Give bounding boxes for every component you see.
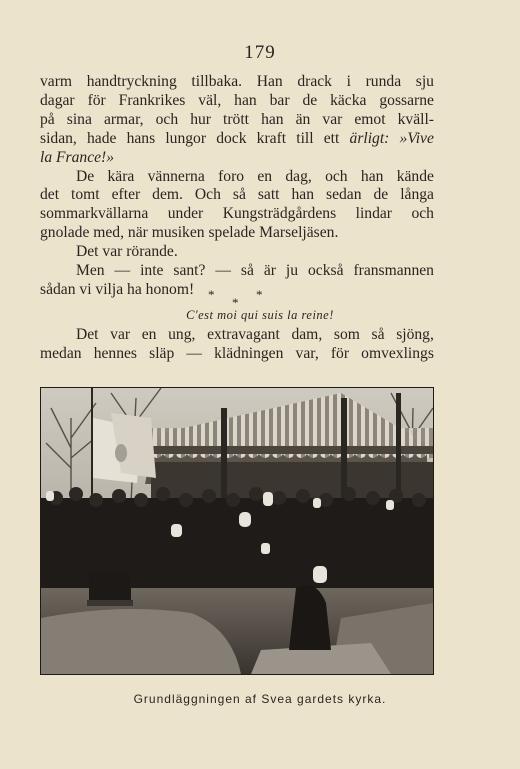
word: för [87,91,106,109]
word: ett [323,129,340,147]
word: släp [149,344,175,362]
word: en [257,167,273,185]
word: medan [40,344,82,362]
page-number: 179 [244,42,276,63]
word: sjöng, [396,326,434,343]
text-line [40,326,434,345]
word: det [40,186,60,204]
word: hade [86,129,117,147]
word: är [263,262,276,280]
word: sina [66,110,92,128]
word: Det [76,326,99,343]
body-text [40,73,434,300]
text-line [40,111,434,130]
word: dock [216,129,247,147]
word: Frankrikes [118,91,186,109]
word: långa [400,186,434,204]
word: så [240,262,254,280]
word: ung, [168,326,196,343]
word: så [371,326,385,343]
word: vännerna [147,167,205,185]
word: hans [126,129,156,147]
word: kraft [256,129,287,147]
word: »Vive [399,129,434,147]
word: extravagant [207,326,280,343]
body-text-continued [40,326,434,364]
word: han [234,91,257,109]
word: lindar [355,205,392,223]
word: kväll- [397,110,434,128]
text-line [40,73,434,92]
word: De [76,167,95,185]
word: trött [223,110,250,128]
word: som [333,326,360,343]
word: lungor [165,129,207,147]
word: — [186,344,202,362]
text-line [40,262,434,281]
word: varm [40,73,73,90]
word: dag, [285,167,312,185]
word: kände [396,167,434,185]
word: — [215,262,231,280]
asterisk: * [208,287,215,302]
text-line [40,130,434,149]
word: fransmannen [353,262,434,280]
word: — [114,262,131,280]
word: Kungsträdgårdens [222,205,337,223]
word: armar, [103,110,144,128]
word: sant? [173,262,206,280]
word: ju [285,262,299,280]
section-break [0,287,520,310]
word: efter [111,186,141,204]
word: foro [218,167,245,185]
word: sidan, [40,129,77,147]
word: för [330,344,350,362]
text-line [40,205,434,224]
asterisk: * [256,287,263,302]
word: drack [297,73,332,90]
word: kära [107,167,135,185]
word: inte [140,262,164,280]
word: än [295,110,311,128]
word: han [360,167,384,185]
word: till [296,129,314,147]
word: också [307,262,344,280]
word: väl, [198,91,222,109]
text-line [40,186,434,205]
word: käcka [330,91,367,109]
word: var [110,326,131,343]
word: ärligt: [349,129,390,147]
word: i [346,73,351,90]
word: de [302,91,318,109]
photo-illustration [41,388,433,674]
word: på [40,110,55,128]
word: och [155,110,179,128]
word: en [141,326,157,343]
text-line: Det var rörande. [76,243,178,261]
word: så [232,186,246,204]
word: omvexlings [361,344,434,362]
word: sommarkvällarna [40,205,149,223]
text-line: la France!» [40,148,115,166]
text-line: gnolade med, när musiken spelade Marseljäsen. [40,224,339,242]
word: gossarne [379,91,434,109]
word: tomt [71,186,100,204]
word: de [373,186,389,204]
word: bar [269,91,290,109]
word: och [411,205,434,223]
word: satt [257,186,280,204]
word: Men [76,262,105,280]
photograph [40,387,434,675]
word: och [325,167,348,185]
word: klädningen [214,344,284,362]
text-line: sådan vi vilja ha honom! [40,280,195,298]
word: dem. [152,186,183,204]
word: han [291,186,315,204]
word: emot [354,110,386,128]
word: dagar [40,91,75,109]
word: runda [365,73,402,90]
word: var, [295,344,319,362]
word: hur [190,110,211,128]
word: Och [194,186,221,204]
word: hennes [93,344,138,362]
word: han [261,110,284,128]
photo-caption: Grundläggningen af Svea gardets kyrka. [133,692,387,706]
word: sju [415,73,434,90]
text-line [40,168,434,187]
text-line [40,345,434,364]
word: tillbaka. [191,73,243,90]
word: under [167,205,204,223]
word: dam, [291,326,323,343]
motto: C'est moi qui suis la reine! [186,308,334,322]
word: Han [256,73,283,90]
word: handtryckning [86,73,177,90]
word: var [322,110,343,128]
word: sedan [326,186,362,204]
asterisk: * [232,295,239,310]
text-line [40,92,434,111]
